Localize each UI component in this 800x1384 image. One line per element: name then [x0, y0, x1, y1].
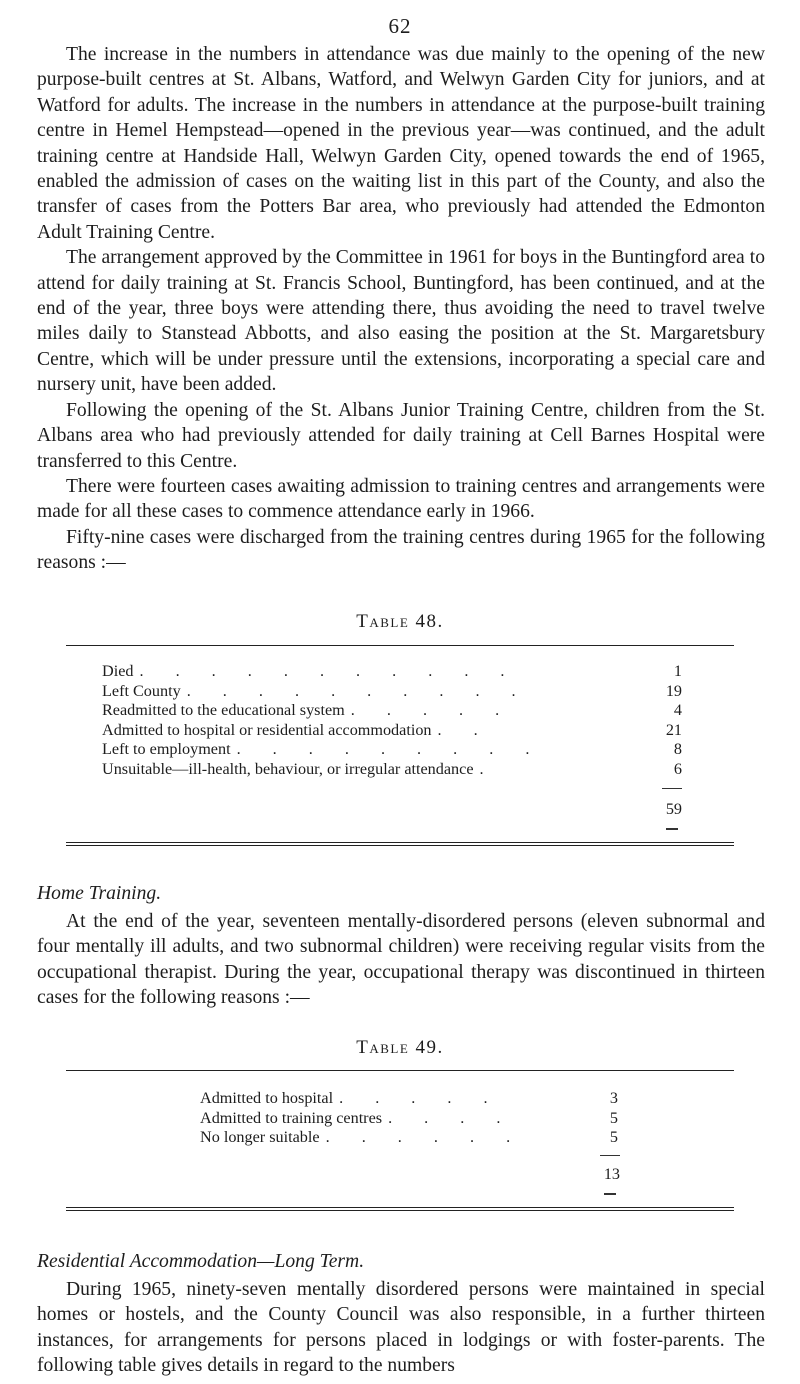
leader-dots: . . . . . . — [325, 1128, 525, 1146]
leader-dots: . . . . . — [350, 701, 514, 719]
row-label: Died — [102, 662, 134, 680]
home-training-heading: Home Training. — [37, 883, 162, 904]
paragraph-1: The increase in the numbers in attendance was due mainly to the opening of the new purpose-built centres at St. Albans, Watford, and Welwyn Garden City for juniors, and at Watford for adults. The increase in the numbers in attendance at the purpose-built training centre in Hemel Hempstead—opened in the previous year—was continued, and the adult training centre at Handside Hall, Welwyn Garden City, opened towards the end of 1965, enabled the admission of cases on the waiting list in this part of the County, and also the transfer of cases from the Potters Bar area, who previously had attended the Edmonton Adult Training Centre. — [37, 44, 765, 243]
row-value: 1 — [673, 662, 682, 680]
row-label: Left to employment — [102, 740, 231, 758]
table-49-total-underline — [604, 1193, 616, 1195]
table-row — [102, 760, 682, 780]
row-label: Admitted to hospital or residential accommodation — [102, 720, 432, 739]
home-training-paragraph: At the end of the year, seventeen mentally-disordered persons (eleven subnormal and four mentally ill adults, and two subnormal children) were receiving regular visits from the occupational therapist. During the year, occupational therapy was discontinued in thirteen cases for the following reasons :— — [37, 911, 765, 1009]
leader-dots: . . . . . . . . . . . — [139, 662, 519, 680]
table-49-total: 13 — [603, 1165, 620, 1183]
leader-dots: . — [479, 759, 498, 778]
residential-text — [37, 1277, 765, 1379]
paragraph-5: Fifty-nine cases were discharged from the training centres during 1965 for the following reasons :— — [37, 526, 765, 574]
leader-dots: . . . . . . . . . — [236, 740, 544, 758]
table-48-bottom-rule — [66, 842, 734, 843]
page-number: 62 — [388, 14, 412, 38]
table-49-sum-line — [600, 1155, 620, 1156]
leader-dots: . . . . . . . . . . — [186, 681, 530, 700]
leader-dots: . . — [437, 720, 492, 739]
paragraph-3: Following the opening of the St. Albans Junior Training Centre, children from the St. Albans area who had previously attended for daily training at Cell Barnes Hospital were transferred to this Centre. — [37, 399, 765, 472]
table-row — [200, 1089, 618, 1109]
row-value: 3 — [609, 1089, 618, 1107]
table-48 — [102, 662, 682, 779]
row-value: 5 — [609, 1108, 618, 1127]
table-49-top-rule — [66, 1070, 734, 1071]
table-48-sum-line — [662, 788, 682, 789]
table-row — [102, 721, 682, 741]
row-value: 5 — [609, 1128, 618, 1146]
table-row — [102, 740, 682, 760]
row-label: Unsuitable—ill-health, behaviour, or irregular attendance — [102, 759, 474, 778]
table-48-caption: Table 48. — [356, 611, 444, 632]
table-row — [102, 662, 682, 682]
table-48-top-rule — [66, 645, 734, 646]
row-value: 6 — [673, 759, 682, 778]
paragraph-2: The arrangement approved by the Committee in 1961 for boys in the Buntingford area to attend for daily training at St. Francis School, Buntingford, has been continued, and at the end of the year, three boys were attending there, thus avoiding the need to travel twelve miles daily to Stanstead Abbotts, and also easing the position at the St. Margaretsbury Centre, which will be under pressure until the extensions, incorporating a special care and nursery unit, have been added. — [37, 247, 765, 396]
table-row — [200, 1109, 618, 1129]
row-label: Admitted to hospital — [200, 1089, 334, 1107]
table-row — [200, 1128, 618, 1148]
table-row — [102, 701, 682, 721]
residential-paragraph: During 1965, ninety-seven mentally disordered persons were maintained in special homes or hostels, and the County Council was also responsible, in a further thirteen instances, for arrangements for persons placed in lodgings or with foster-parents. The following table gives details in regard to the numbers — [37, 1279, 765, 1377]
row-value: 8 — [673, 740, 682, 758]
paragraph-4: There were fourteen cases awaiting admission to training centres and arrangements were made for all these cases to commence attendance early in 1966. — [37, 475, 765, 523]
table-49-caption: Table 49. — [356, 1037, 444, 1058]
table-48-total-underline — [666, 828, 678, 830]
row-label: No longer suitable — [200, 1128, 320, 1146]
table-48-total: 59 — [665, 800, 682, 818]
row-label: Admitted to training centres — [200, 1108, 383, 1127]
row-value: 19 — [665, 681, 682, 700]
table-row — [102, 682, 682, 702]
row-label: Left County — [102, 681, 181, 700]
table-49-bottom-rule — [66, 1207, 734, 1208]
intro-text — [37, 42, 765, 576]
residential-heading: Residential Accommodation—Long Term. — [37, 1251, 365, 1272]
leader-dots: . . . . . — [339, 1089, 502, 1107]
table-49 — [200, 1089, 618, 1148]
row-value: 21 — [665, 720, 682, 739]
home-training-text — [37, 909, 765, 1011]
row-value: 4 — [673, 701, 682, 719]
row-label: Readmitted to the educational system — [102, 701, 345, 719]
leader-dots: . . . . — [388, 1108, 515, 1127]
